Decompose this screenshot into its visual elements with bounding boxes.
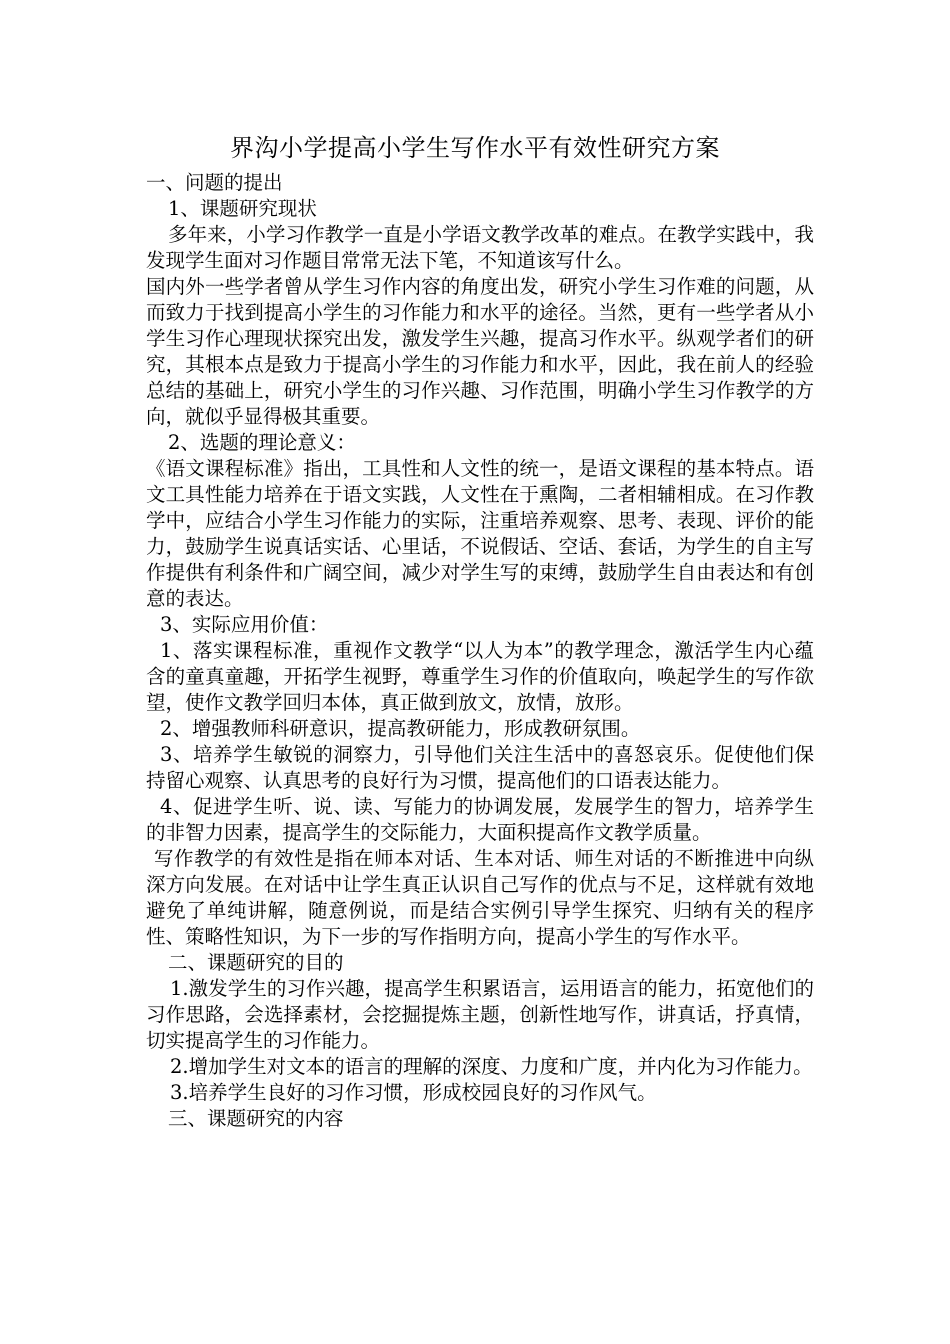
list-item: 2.增加学生对文本的语言的理解的深度、力度和广度，并内化为习作能力。 (170, 1055, 813, 1078)
list-item: 1、落实课程标准，重视作文教学“以人为本”的教学理念，激活学生内心蕴含的童真童趣，开拓学生视野，尊重学生习作的价值取向，唤起学生的写作欲望，使作文教学回归本体，真正做到放文，放情，放形。 (146, 639, 814, 714)
list-item: 3.培养学生良好的习作习惯，形成校园良好的习作风气。 (170, 1081, 657, 1104)
paragraph: 国内外一些学者曾从学生习作内容的角度出发，研究小学生习作难的问题，从而致力于找到提高小学生的习作能力和水平的途径。当然，更有一些学者从小学生习作心理现状探究出发，激发学生兴趣，提高习作水平。纵观学者们的研究，其根本点是致力于提高小学生的习作能力和水平，因此，我在前人的经验总结的基础上，研究小学生的习作兴趣、习作范围，明确小学生习作教学的方向，就似乎显得极其重要。 (146, 275, 814, 428)
document-body (146, 170, 814, 1132)
subsection-heading: 2、选题的理论意义： (168, 431, 356, 454)
section-heading-1: 一、问题的提出 (146, 171, 283, 194)
subsection-heading: 3、实际应用价值： (160, 613, 329, 636)
subsection-heading: 1、课题研究现状 (168, 197, 317, 220)
document-title: 界沟小学提高小学生写作水平有效性研究方案 (230, 134, 720, 162)
paragraph: 《语文课程标准》指出，工具性和人文性的统一，是语文课程的基本特点。语文工具性能力培养在于语文实践，人文性在于熏陶，二者相辅相成。在习作教学中，应结合小学生习作能力的实际，注重培养观察、思考、表现、评价的能力，鼓励学生说真话实话、心里话，不说假话、空话、套话，为学生的自主写作提供有利条件和广阔空间，减少对学生写的束缚，鼓励学生自由表达和有创意的表达。 (146, 457, 814, 610)
list-item: 3、培养学生敏锐的洞察力，引导他们关注生活中的喜怒哀乐。促使他们保持留心观察、认真思考的良好行为习惯，提高他们的口语表达能力。 (146, 743, 814, 792)
list-item: 1.激发学生的习作兴趣，提高学生积累语言，运用语言的能力，拓宽他们的习作思路，会选择素材，会挖掘提炼主题，创新性地写作，讲真话，抒真情，切实提高学生的习作能力。 (146, 977, 814, 1052)
section-heading-2: 二、课题研究的目的 (168, 951, 344, 974)
list-item: 4、促进学生听、说、读、写能力的协调发展，发展学生的智力，培养学生的非智力因素，提高学生的交际能力，大面积提高作文教学质量。 (146, 795, 814, 844)
paragraph: 多年来，小学习作教学一直是小学语文教学改革的难点。在教学实践中，我发现学生面对习作题目常常无法下笔，不知道该写什么。 (146, 223, 814, 272)
section-heading-3: 三、课题研究的内容 (168, 1107, 344, 1130)
paragraph: 写作教学的有效性是指在师本对话、生本对话、师生对话的不断推进中向纵深方向发展。在对话中让学生真正认识自己写作的优点与不足，这样就有效地避免了单纯讲解，随意例说，而是结合实例引导学生探究、归纳有关的程序性、策略性知识，为下一步的写作指明方向，提高小学生的写作水平。 (146, 847, 814, 948)
list-item: 2、增强教师科研意识，提高教研能力，形成教研氛围。 (160, 717, 641, 740)
